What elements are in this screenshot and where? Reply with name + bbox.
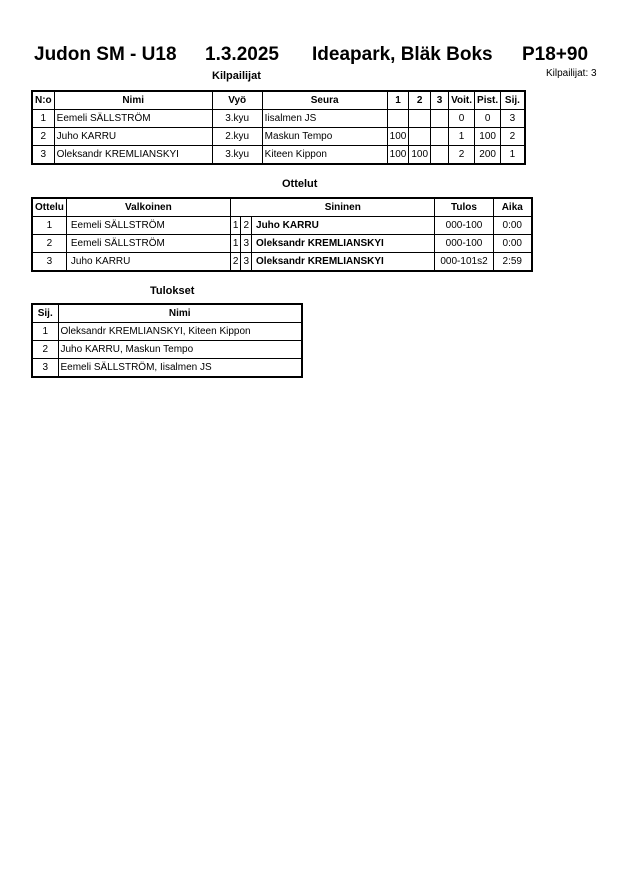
col-result: Tulos [435, 198, 494, 217]
event-date: 1.3.2025 [205, 44, 279, 65]
cell-no: 2 [32, 128, 54, 146]
cell-name: Oleksandr KREMLIANSKYI, Kiteen Kippon [58, 323, 302, 341]
cell-club: Iisalmen JS [262, 110, 387, 128]
cell-round-3 [431, 146, 449, 165]
cell-name: Eemeli SÄLLSTRÖM, Iisalmen JS [58, 359, 302, 378]
matches-heading: Ottelut [282, 178, 318, 190]
cell-place: 1 [32, 323, 58, 341]
table-row [32, 323, 302, 341]
cell-round-3 [431, 110, 449, 128]
cell-points: 100 [475, 128, 501, 146]
col-match: Ottelu [32, 198, 66, 217]
table-row [32, 253, 532, 272]
cell-round-3 [431, 128, 449, 146]
cell-result: 000-101s2 [435, 253, 494, 272]
cell-time: 0:00 [494, 235, 532, 253]
results-table [31, 303, 303, 378]
cell-result: 000-100 [435, 235, 494, 253]
cell-white-no: 2 [230, 253, 241, 272]
col-wins: Voit. [449, 91, 475, 110]
cell-white-no: 1 [230, 235, 241, 253]
cell-blue: Juho KARRU [252, 217, 435, 235]
cell-round-1 [387, 110, 409, 128]
cell-result: 000-100 [435, 217, 494, 235]
event-venue: Ideapark, Bläk Boks [312, 44, 493, 65]
col-points: Pist. [475, 91, 501, 110]
col-round-1: 1 [387, 91, 409, 110]
cell-blue: Oleksandr KREMLIANSKYI [252, 253, 435, 272]
col-time: Aika [494, 198, 532, 217]
cell-white-no: 1 [230, 217, 241, 235]
col-name: Nimi [58, 304, 302, 323]
cell-match: 2 [32, 235, 66, 253]
matches-table [31, 197, 533, 272]
cell-name: Juho KARRU [54, 128, 212, 146]
cell-wins: 2 [449, 146, 475, 165]
competitors-table [31, 90, 526, 165]
cell-place: 3 [501, 110, 525, 128]
table-row [32, 110, 525, 128]
cell-match: 3 [32, 253, 66, 272]
cell-time: 2:59 [494, 253, 532, 272]
cell-match: 1 [32, 217, 66, 235]
cell-belt: 2.kyu [212, 128, 262, 146]
table-row [32, 341, 302, 359]
cell-blue-no: 3 [241, 253, 252, 272]
table-row [32, 128, 525, 146]
col-round-3: 3 [431, 91, 449, 110]
col-blue: Sininen [252, 198, 435, 217]
cell-no: 1 [32, 110, 54, 128]
cell-place: 1 [501, 146, 525, 165]
cell-name: Eemeli SÄLLSTRÖM [54, 110, 212, 128]
competitors-heading: Kilpailijat [212, 70, 261, 82]
cell-white: Juho KARRU [66, 253, 230, 272]
table-row [32, 235, 532, 253]
cell-blue-no: 2 [241, 217, 252, 235]
col-belt: Vyö [212, 91, 262, 110]
col-club: Seura [262, 91, 387, 110]
col-white-no [230, 198, 241, 217]
col-name: Nimi [54, 91, 212, 110]
cell-points: 200 [475, 146, 501, 165]
results-heading: Tulokset [150, 285, 195, 297]
cell-no: 3 [32, 146, 54, 165]
cell-round-2 [409, 128, 431, 146]
col-white: Valkoinen [66, 198, 230, 217]
col-place: Sij. [32, 304, 58, 323]
cell-blue: Oleksandr KREMLIANSKYI [252, 235, 435, 253]
col-place: Sij. [501, 91, 525, 110]
table-row [32, 217, 532, 235]
cell-name: Juho KARRU, Maskun Tempo [58, 341, 302, 359]
cell-round-2 [409, 110, 431, 128]
event-name: Judon SM - U18 [34, 44, 177, 65]
matches-header-row [32, 198, 532, 217]
cell-round-1: 100 [387, 128, 409, 146]
cell-belt: 3.kyu [212, 146, 262, 165]
cell-round-2: 100 [409, 146, 431, 165]
table-row [32, 146, 525, 165]
col-no: N:o [32, 91, 54, 110]
cell-points: 0 [475, 110, 501, 128]
cell-round-1: 100 [387, 146, 409, 165]
competitors-header-row [32, 91, 525, 110]
col-blue-no [241, 198, 252, 217]
cell-club: Maskun Tempo [262, 128, 387, 146]
cell-place: 2 [32, 341, 58, 359]
cell-club: Kiteen Kippon [262, 146, 387, 165]
cell-white: Eemeli SÄLLSTRÖM [66, 217, 230, 235]
cell-place: 3 [32, 359, 58, 378]
cell-wins: 1 [449, 128, 475, 146]
cell-place: 2 [501, 128, 525, 146]
results-header-row [32, 304, 302, 323]
col-round-2: 2 [409, 91, 431, 110]
cell-blue-no: 3 [241, 235, 252, 253]
cell-white: Eemeli SÄLLSTRÖM [66, 235, 230, 253]
cell-name: Oleksandr KREMLIANSKYI [54, 146, 212, 165]
cell-time: 0:00 [494, 217, 532, 235]
competitors-count: Kilpailijat: 3 [546, 68, 597, 79]
weight-category: P18+90 [522, 44, 589, 65]
cell-wins: 0 [449, 110, 475, 128]
table-row [32, 359, 302, 378]
cell-belt: 3.kyu [212, 110, 262, 128]
